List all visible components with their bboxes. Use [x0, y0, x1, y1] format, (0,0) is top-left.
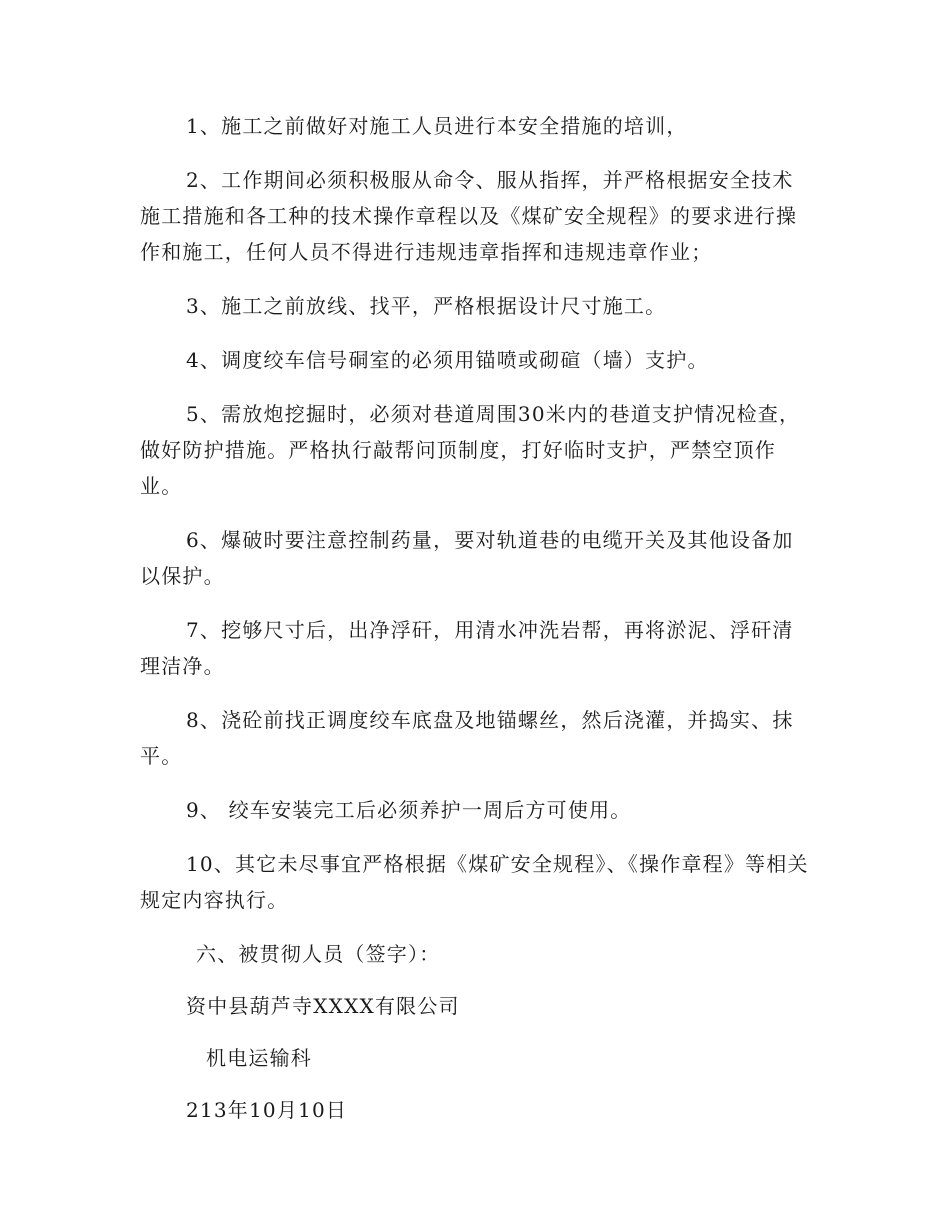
measure-item-3: 3、施工之前放线、找平，严格根据设计尺寸施工。	[186, 294, 667, 318]
measure-item-6: 6、爆破时要注意控制药量，要对轨道巷的电缆开关及其他设备加以保护。	[140, 528, 794, 588]
measure-item-5: 5、需放炮挖掘时，必须对巷道周围30米内的巷道支护情况检查，做好防护措施。严格执行敲帮问顶制度，打好临时支护，严禁空顶作业。	[140, 402, 801, 498]
section-heading: 六、被贯彻人员（签字）：	[196, 942, 441, 966]
measure-item-1: 1、施工之前做好对施工人员进行本安全措施的培训，	[186, 114, 688, 138]
measure-item-10: 10、其它未尽事宜严格根据《煤矿安全规程》、《操作章程》等相关规定内容执行。	[140, 852, 809, 912]
measure-item-2: 2、工作期间必须积极服从命令、服从指挥，并严格根据安全技术施工措施和各工种的技术操作章程以及《煤矿安全规程》的要求进行操作和施工，任何人员不得进行违规违章指挥和违规违章作业；	[140, 168, 798, 264]
measure-item-7: 7、挖够尺寸后，出净浮矸，用清水冲洗岩帮，再将淤泥、浮矸清理洁净。	[140, 618, 794, 678]
measure-item-8: 8、浇砼前找正调度绞车底盘及地锚螺丝，然后浇灌，并捣实、抹平。	[140, 708, 794, 768]
document-date: 213年10月10日	[186, 1098, 348, 1122]
company-name: 资中县葫芦寺XXXX有限公司	[186, 994, 460, 1018]
department-name: 机电运输科	[206, 1046, 312, 1070]
measure-item-4: 4、调度绞车信号硐室的必须用锚喷或砌碹（墙）支护。	[186, 348, 709, 372]
measure-item-9: 9、 绞车安装完工后必须养护一周后方可使用。	[186, 798, 632, 822]
